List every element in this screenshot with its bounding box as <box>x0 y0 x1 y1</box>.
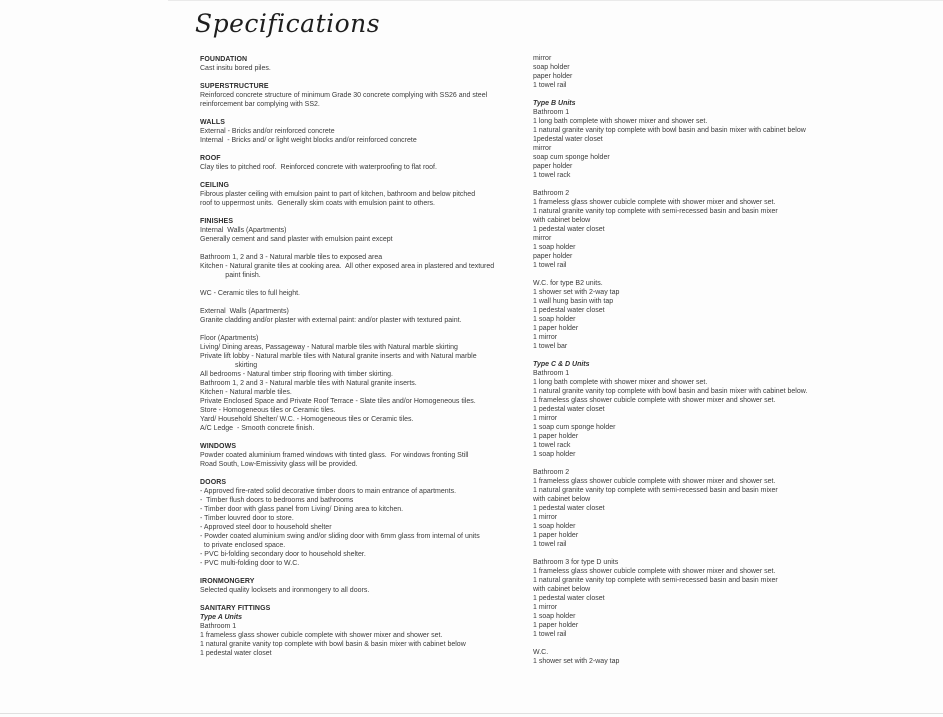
spec-line: paper holder <box>533 163 573 170</box>
spec-line: 1 mirror <box>533 514 558 521</box>
spec-line: - Approved fire-rated solid decorative timber doors to main entrance of apartments. <box>200 488 457 495</box>
spec-section <box>533 648 878 666</box>
right-column <box>533 54 878 675</box>
spec-line: 1 towel bar <box>533 343 568 350</box>
top-rule <box>168 0 943 1</box>
spec-section <box>200 118 515 145</box>
spec-line: Yard/ Household Shelter/ W.C. - Homogeneous tiles or Ceramic tiles. <box>200 416 414 423</box>
spec-section <box>533 558 878 639</box>
spec-line: 1 frameless glass shower cubicle complete with shower mixer and shower set. <box>200 632 443 639</box>
spec-line: Private lift lobby - Natural marble tiles with Natural granite inserts and with Natural marble <box>200 353 477 360</box>
spec-line: 1 towel rack <box>533 442 571 449</box>
spec-section <box>200 55 515 73</box>
spec-line: Floor (Apartments) <box>200 335 259 342</box>
spec-line: to private enclosed space. <box>200 542 286 549</box>
spec-section <box>200 577 515 595</box>
spec-line <box>200 325 515 334</box>
spec-line: 1 soap holder <box>533 244 576 251</box>
spec-line: 1 long bath complete with shower mixer and shower set. <box>533 379 708 386</box>
spec-line: 1 pedestal water closet <box>533 406 605 413</box>
section-heading: WINDOWS <box>200 443 237 450</box>
spec-line: paint finish. <box>200 272 261 279</box>
left-column <box>200 55 515 667</box>
spec-line: 1 shower set with 2-way tap <box>533 289 620 296</box>
spec-line: Internal - Bricks and/ or light weight blocks and/or reinforced concrete <box>200 137 417 144</box>
spec-line: Cast insitu bored piles. <box>200 65 271 72</box>
spec-line: 1 soap holder <box>533 613 576 620</box>
spec-line: 1 towel rail <box>533 262 567 269</box>
spec-line: 1 natural granite vanity top complete with semi-recessed basin and basin mixer <box>533 208 778 215</box>
spec-line: Reinforced concrete structure of minimum Grade 30 concrete complying with SS26 and steel <box>200 92 488 99</box>
spec-line: Internal Walls (Apartments) <box>200 227 287 234</box>
spec-section <box>533 468 878 549</box>
spec-line: All bedrooms - Natural timber strip flooring with timber skirting. <box>200 371 393 378</box>
spec-line: Generally cement and sand plaster with emulsion paint except <box>200 236 393 243</box>
spec-section <box>200 442 515 469</box>
spec-line: 1 pedestal water closet <box>533 595 605 602</box>
spec-line: Bathroom 2 <box>533 190 570 197</box>
spec-line: WC - Ceramic tiles to full height. <box>200 290 300 297</box>
spec-line: soap cum sponge holder <box>533 154 610 161</box>
spec-line: with cabinet below <box>533 217 591 224</box>
spec-line: Clay tiles to pitched roof. Reinforced concrete with waterproofing to flat roof. <box>200 164 437 171</box>
spec-line: 1 frameless glass shower cubicle complete with shower mixer and shower set. <box>533 478 776 485</box>
spec-line: Bathroom 3 for type D units <box>533 559 619 566</box>
spec-line: paper holder <box>533 73 573 80</box>
spec-line: A/C Ledge - Smooth concrete finish. <box>200 425 315 432</box>
section-heading: ROOF <box>200 155 221 162</box>
spec-section <box>533 360 878 459</box>
spec-line: W.C. for type B2 units. <box>533 280 603 287</box>
spec-line: 1 paper holder <box>533 325 579 332</box>
spec-line: 1 natural granite vanity top complete with bowl basin and basin mixer with cabinet below <box>533 127 806 134</box>
spec-line: 1 natural granite vanity top complete with semi-recessed basin and basin mixer <box>533 487 778 494</box>
spec-line: 1 soap holder <box>533 523 576 530</box>
spec-line: External - Bricks and/or reinforced concrete <box>200 128 335 135</box>
spec-section <box>533 189 878 270</box>
spec-line: Fibrous plaster ceiling with emulsion paint to part of kitchen, bathroom and below pitched <box>200 191 476 198</box>
spec-section <box>200 82 515 109</box>
spec-line: 1pedestal water closet <box>533 136 603 143</box>
section-heading: SUPERSTRUCTURE <box>200 83 269 90</box>
spec-line: 1 natural granite vanity top complete with semi-recessed basin and basin mixer <box>533 577 778 584</box>
spec-line: mirror <box>533 235 552 242</box>
spec-line: 1 mirror <box>533 415 558 422</box>
spec-line: 1 mirror <box>533 604 558 611</box>
spec-line: Bathroom 2 <box>533 469 570 476</box>
spec-line: Bathroom 1 <box>533 370 570 377</box>
spec-line: 1 towel rail <box>533 82 567 89</box>
spec-line: Kitchen - Natural marble tiles. <box>200 389 292 396</box>
section-heading: WALLS <box>200 119 225 126</box>
bottom-rule <box>0 713 943 714</box>
spec-section <box>200 217 515 433</box>
spec-line: skirting <box>200 362 258 369</box>
spec-section <box>200 181 515 208</box>
spec-line: reinforcement bar complying with SS2. <box>200 101 320 108</box>
section-subheading: Type C & D Units <box>533 361 590 368</box>
spec-line: 1 pedestal water closet <box>533 505 605 512</box>
spec-line: Bathroom 1 <box>200 623 237 630</box>
spec-line: 1 natural granite vanity top complete with bowl basin and basin mixer with cabinet below. <box>533 388 808 395</box>
spec-line: - PVC multi-folding door to W.C. <box>200 560 300 567</box>
spec-line: 1 shower set with 2-way tap <box>533 658 620 665</box>
spec-line: - Powder coated aluminium swing and/or sliding door with 6mm glass from internal of units <box>200 533 480 540</box>
spec-line: W.C. <box>533 649 549 656</box>
spec-line: External Walls (Apartments) <box>200 308 289 315</box>
section-subheading: Type A Units <box>200 614 243 621</box>
page-title: Specifications <box>195 9 381 38</box>
spec-section <box>200 478 515 568</box>
spec-line: - Timber flush doors to bedrooms and bathrooms <box>200 497 354 504</box>
spec-section <box>533 279 878 351</box>
section-heading: IRONMONGERY <box>200 578 255 585</box>
spec-line: 1 paper holder <box>533 433 579 440</box>
spec-line: 1 towel rack <box>533 172 571 179</box>
spec-line: - PVC bi-folding secondary door to household shelter. <box>200 551 366 558</box>
spec-line: Kitchen - Natural granite tiles at cooking area. All other exposed area in plastered and textured <box>200 263 495 270</box>
spec-line: Bathroom 1 <box>533 109 570 116</box>
spec-line: - Timber door with glass panel from Living/ Dining area to kitchen. <box>200 506 404 513</box>
section-heading: FOUNDATION <box>200 56 248 63</box>
spec-section <box>200 154 515 172</box>
spec-line: Bathroom 1, 2 and 3 - Natural marble tiles to exposed area <box>200 254 383 261</box>
spec-line: 1 frameless glass shower cubicle complete with shower mixer and shower set. <box>533 199 776 206</box>
spec-line: 1 soap holder <box>533 451 576 458</box>
spec-line: 1 pedestal water closet <box>533 226 605 233</box>
spec-line: with cabinet below <box>533 496 591 503</box>
spec-line: soap holder <box>533 64 570 71</box>
section-heading: DOORS <box>200 479 227 486</box>
spec-line: Private Enclosed Space and Private Roof Terrace - Slate tiles and/or Homogeneous tiles. <box>200 398 476 405</box>
spec-line: 1 wall hung basin with tap <box>533 298 614 305</box>
spec-line: Bathroom 1, 2 and 3 - Natural marble tiles with Natural granite inserts. <box>200 380 417 387</box>
spec-line: Selected quality locksets and ironmongery to all doors. <box>200 587 370 594</box>
spec-line: 1 long bath complete with shower mixer and shower set. <box>533 118 708 125</box>
spec-section <box>533 99 878 180</box>
spec-section <box>200 604 515 658</box>
spec-line: 1 mirror <box>533 334 558 341</box>
spec-line: Road South, Low-Emissivity glass will be provided. <box>200 461 358 468</box>
spec-line: paper holder <box>533 253 573 260</box>
spec-line: mirror <box>533 145 552 152</box>
spec-line: 1 soap cum sponge holder <box>533 424 616 431</box>
spec-line <box>200 298 515 307</box>
spec-line: Living/ Dining areas, Passageway - Natural marble tiles with Natural marble skirting <box>200 344 458 351</box>
section-heading: FINISHES <box>200 218 234 225</box>
spec-line <box>200 244 515 253</box>
spec-line: 1 frameless glass shower cubicle complete with shower mixer and shower set. <box>533 568 776 575</box>
spec-line: - Approved steel door to household shelter <box>200 524 332 531</box>
spec-line <box>200 280 515 289</box>
spec-line: 1 paper holder <box>533 622 579 629</box>
spec-line: roof to uppermost units. Generally skim coats with emulsion paint to others. <box>200 200 435 207</box>
spec-section <box>533 54 878 90</box>
spec-line: 1 natural granite vanity top complete with bowl basin & basin mixer with cabinet below <box>200 641 466 648</box>
spec-line: 1 paper holder <box>533 532 579 539</box>
section-subheading: Type B Units <box>533 100 576 107</box>
spec-line: 1 pedestal water closet <box>533 307 605 314</box>
spec-line: 1 soap holder <box>533 316 576 323</box>
spec-line: 1 towel rail <box>533 631 567 638</box>
spec-line: Granite cladding and/or plaster with external paint: and/or plaster with textured paint. <box>200 317 462 324</box>
spec-line: mirror <box>533 55 552 62</box>
spec-line: Store - Homogeneous tiles or Ceramic tiles. <box>200 407 336 414</box>
spec-line: - Timber louvred door to store. <box>200 515 294 522</box>
section-heading: SANITARY FITTINGS <box>200 605 271 612</box>
spec-line: with cabinet below <box>533 586 591 593</box>
spec-line: 1 pedestal water closet <box>200 650 272 657</box>
section-heading: CEILING <box>200 182 230 189</box>
spec-line: Powder coated aluminium framed windows with tinted glass. For windows fronting Still <box>200 452 469 459</box>
spec-line: 1 towel rail <box>533 541 567 548</box>
spec-line: 1 frameless glass shower cubicle complete with shower mixer and shower set. <box>533 397 776 404</box>
